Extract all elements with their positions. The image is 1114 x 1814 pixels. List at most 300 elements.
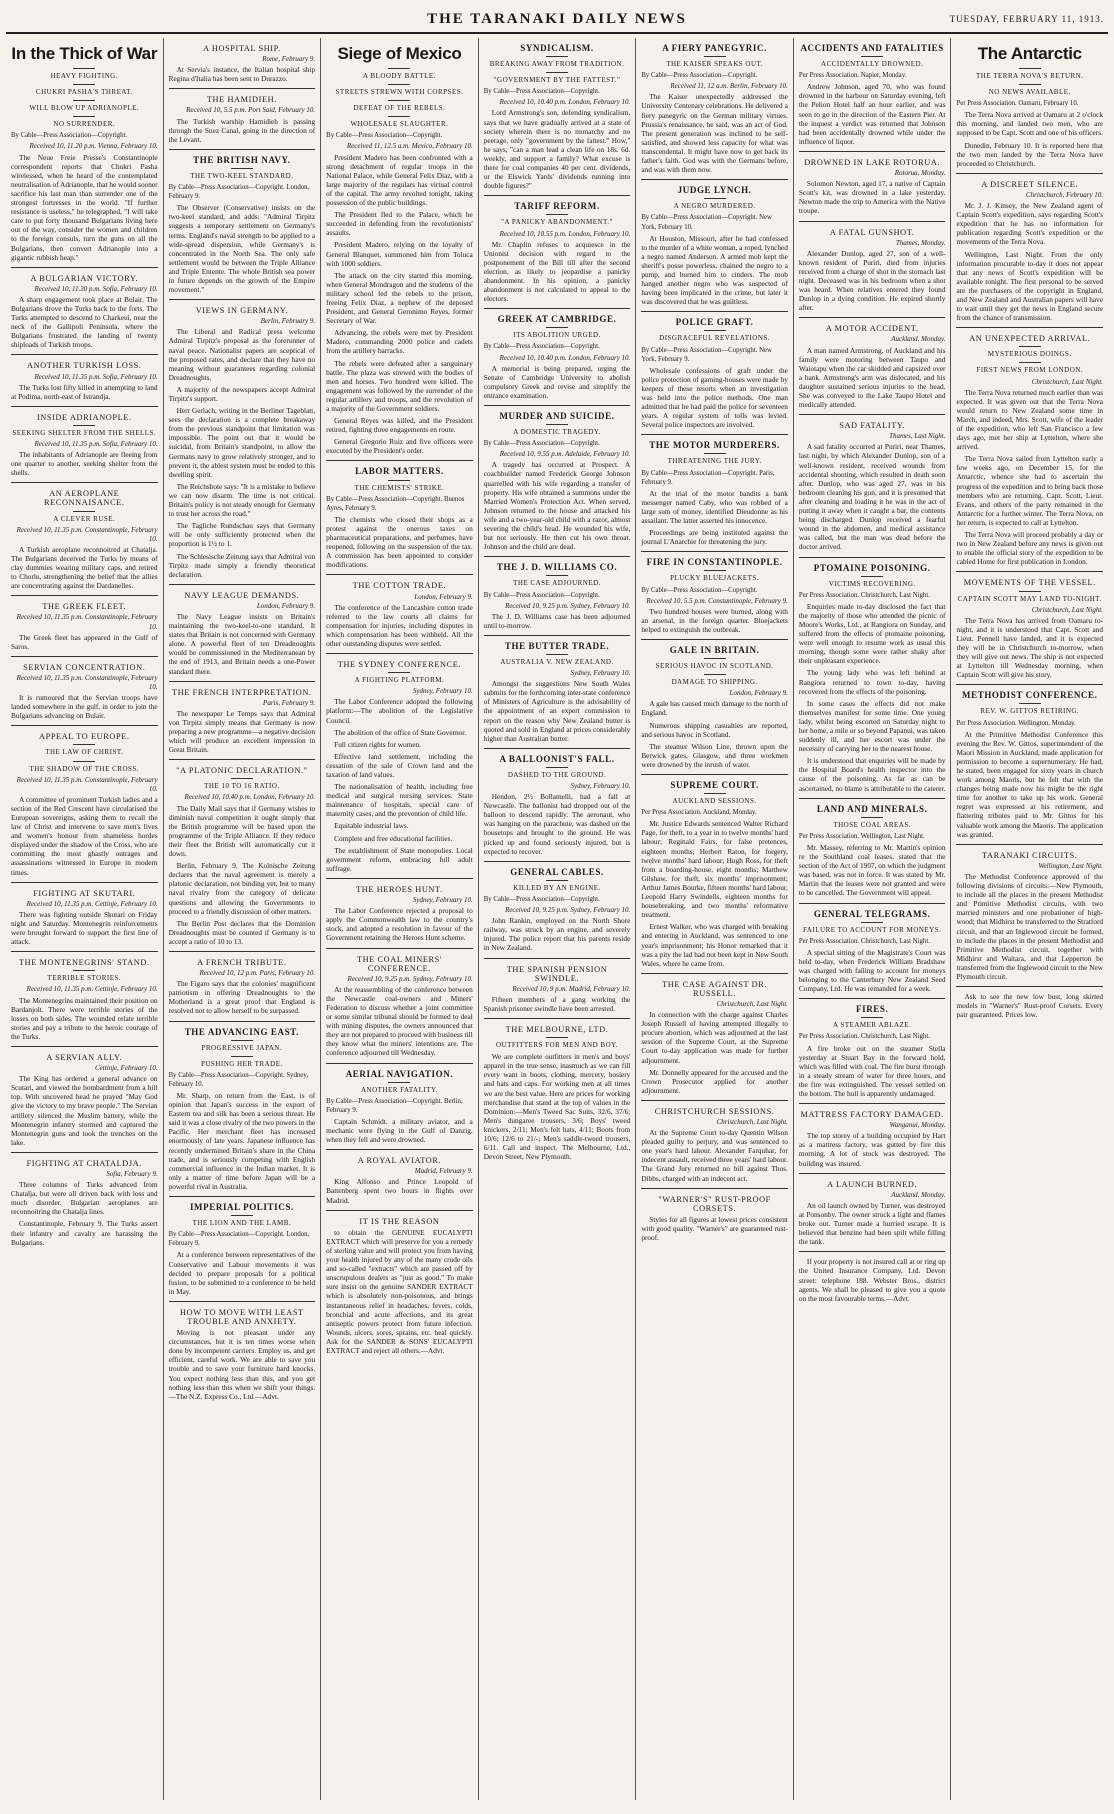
news-article bbox=[11, 882, 158, 947]
news-article bbox=[11, 595, 158, 650]
masthead bbox=[6, 6, 1108, 34]
short-rule bbox=[388, 672, 410, 673]
article-subheading: ACCIDENTALLY DROWNED. bbox=[821, 60, 924, 69]
article-paragraph: It is rumoured that the Servian troops have landed somewhere in the gulf, in order to join the Bulgarians advancing on Bulair. bbox=[11, 693, 158, 721]
article-paragraph: Andrew Johnson, aged 70, who was found drowned in the harbour on Saturday evening, left the Pelion Hotel half an hour earlier, and was seen to go in the direction of the Eastern Pier. At the inquest a verdict was returned that Johnson had been accidentally drowned while under the influence of liquor. bbox=[798, 82, 946, 146]
news-article bbox=[11, 482, 158, 590]
article-paragraph: The Montenegrins maintained their position on Bardanjolt. There were terrible stories of the losses on both sides. The wounded relate terrible stories and pay a tribute to the heroic courage of the Turks. bbox=[11, 995, 158, 1041]
news-article bbox=[641, 434, 788, 546]
article-subheading: THE TWO-KEEL STANDARD. bbox=[190, 171, 294, 180]
article-headline: THE COTTON TRADE. bbox=[352, 581, 447, 591]
article-divider bbox=[326, 460, 473, 461]
article-divider bbox=[484, 195, 631, 196]
news-article bbox=[799, 414, 946, 551]
article-paragraph: Lord Armstrong's son, defending syndicalism, says that we have gradually arrived at a state of society wherein there is no monarchy and no peerage, only "government by the fattest." How," he says, "can a man lead a clean life on 18s. 6d. weekly, and support a family? What excuse is there for coal companies 40 per cent. dividends, or the Elswick Yards' dividends running into double figures?" bbox=[483, 108, 631, 191]
short-rule bbox=[388, 100, 410, 101]
wire-credit: By Cable—Press Association—Copyright. bbox=[483, 343, 600, 351]
article-subheading: SEEKING SHELTER FROM THE SHELLS. bbox=[12, 428, 157, 437]
article-headline: THE FRENCH INTERPRETATION. bbox=[172, 687, 312, 697]
dateline: Received 10, 11.35 p.m. Sofia, February 10. bbox=[34, 440, 158, 448]
article-paragraph: to obtain the GENUINE EUCALYPTI EXTRACT which will preserve for you a remedy of sterling value and will protect you from having your health injured by any of the many crude oils and so-called "extracts" which are passed off by unscrupulous dealers as "just as good." To make sure insist on the genuine SANDER EXTRACT which is absolutely non-poisonous, and brings instantaneous relief in headaches, fevers, colds, bronchial and acute affections, and its great antiseptic powers protect from future infection. Wounds, ulcers, sores, sprains, etc. heal quickly. Ask for the SANDER & SONS' EUCALYPTI EXTRACT and reject all others.—Advt. bbox=[326, 1227, 473, 1355]
short-rule bbox=[1019, 362, 1041, 363]
short-rule bbox=[1019, 346, 1041, 347]
short-rule bbox=[704, 330, 726, 331]
article-paragraph: In connection with the charge against Charles Joseph Russell of having attempted illegally to procure abortion, which was adjourned at the last session of the Supreme Court, at the Supreme Court to-day application was made for further adjournment. bbox=[641, 1010, 788, 1065]
article-subheading: A STEAMER ABLAZE. bbox=[833, 1021, 912, 1030]
news-article bbox=[326, 878, 473, 943]
article-headline: MURDER AND SUICIDE. bbox=[499, 411, 615, 421]
article-paragraph: A sad fatality occurred at Puriri, near Thames, last night, by which Alexander Dunlop, son of a well-known resident, received wounds from accidental shooting, which resulted in death soon after. Dunlop, who was aged 27, was in his bedroom cleaning his gun, and it is presumed that after cleaning and loading it he was in the act of putting it away when it caught a bar, the contents being discharged. Dunlop received a fearful wound in the abdomen, and medical assistance was called, but the man was dead before the doctor arrived. bbox=[798, 442, 946, 552]
article-headline: A BALLOONIST'S FALL. bbox=[499, 753, 615, 764]
short-rule bbox=[704, 570, 726, 571]
short-rule bbox=[73, 761, 95, 762]
short-rule bbox=[546, 72, 568, 73]
article-subheading: ANOTHER FATALITY. bbox=[360, 1085, 438, 1094]
article-subheading: OUTFITTERS FOR MEN AND BOY. bbox=[495, 1041, 619, 1050]
article-paragraph: The Terra Nova returned much earlier than was expected. It was given out that the Terra Nova would return to New Zealand some time in March, and indeed, Mrs. Scott, wife of the leader of the expedition, who left San Francisco a few days ago, met her ship at Lyttelton, where she arrived. bbox=[956, 387, 1104, 452]
article-headline: JUDGE LYNCH. bbox=[677, 185, 752, 196]
news-article bbox=[799, 557, 946, 793]
wire-credit: By Cable—Press Association—Copyright. bbox=[641, 586, 758, 594]
article-subheading: ITS ABOLITION URGED. bbox=[513, 331, 601, 340]
dateline: Received 10, 11.30 p.m. Sofia, February 10. bbox=[34, 284, 158, 293]
article-subheading: PROGRESSIVE JAPAN. bbox=[201, 1043, 283, 1052]
article-headline: TARANAKI CIRCUITS. bbox=[982, 850, 1078, 860]
article-divider bbox=[11, 406, 158, 407]
article-paragraph: Two hundred houses were burned, along with an arsenal, in the foreign quarter. Bluejackets helped to extinguish the outbreak. bbox=[641, 606, 788, 634]
article-divider bbox=[484, 958, 631, 959]
article-divider bbox=[169, 1021, 316, 1022]
wire-credit: By Cable—Press Association—Copyright. bbox=[483, 895, 600, 903]
article-subheading: HEAVY FIGHTING. bbox=[50, 72, 118, 80]
wire-credit: By Cable—Press Association—Copyright. bbox=[641, 72, 758, 80]
article-paragraph: Amongst the suggestions New South Wales submits for the forthcoming inter-state conference of Ministers of Agriculture is the advisability of the appointment of an expert commission to report on the reason why New Zealand butter is quoted and sold in England at prices considerably higher than Australian butter. bbox=[483, 679, 631, 743]
wire-credit: Per Press Association. Wellington, Last Night. bbox=[798, 832, 925, 840]
news-article bbox=[326, 460, 473, 569]
article-paragraph: The Terra Nova has arrived from Oamaru to-night, and it is understood that Capt. Scott and Lieut. Pennell have landed, and it is expected they will be in Christchurch to-morrow, when they will give out news. The ship is not expected at Lyttelton till Wednesday morning, when Captain Scott will give his story. bbox=[956, 615, 1104, 680]
dateline: London, February 9. bbox=[729, 689, 788, 698]
dateline: Received 10, 9 p.m. Madrid, February 10. bbox=[512, 984, 631, 993]
article-divider bbox=[169, 1301, 316, 1302]
article-subheading: FIRST NEWS FROM LONDON. bbox=[976, 366, 1084, 375]
article-paragraph: The conference of the Lancashire cotton trade referred to the law courts all claims for compensation for injuries, including disputes in which compensation has been withheld. All the other outstanding disputes were settled. bbox=[326, 602, 473, 648]
news-column-2 bbox=[163, 38, 321, 1800]
article-paragraph: The Terra Nova will proceed probably a day or two in New Zealand before any news is given out to enable the official story of the expedition to be cabled Home for first publication in London. bbox=[956, 530, 1104, 567]
article-subheading: PUSHING HER TRADE. bbox=[200, 1059, 283, 1068]
article-headline: GREEK AT CAMBRIDGE. bbox=[497, 314, 617, 325]
news-article bbox=[11, 354, 158, 400]
news-article bbox=[169, 88, 316, 143]
article-headline: TARIFF REFORM. bbox=[514, 201, 600, 212]
article-subheading: THOSE COAL AREAS. bbox=[833, 820, 912, 829]
article-subheading: FAILURE TO ACCOUNT FOR MONEYS. bbox=[802, 925, 942, 934]
article-paragraph: The King has ordered a general advance on Scutari, and viewed the bombardment from a hill top. With uncovered head he prayed "May God give the victory to my brave people." The Servian artillery silenced the Muslim battery, while the Montenegrin infantry stormed and captured the Montenegrin guns and took the trenches on the lake. bbox=[11, 1074, 158, 1147]
article-paragraph: At Houston, Missouri, after he had confessed to the murder of a white woman, a roped, lynched a negro named Anderson. A armed mob kept the sheriff's posse powerless, chained the negro to a pump, and burned him to cinders. The mob hanged another negro who was suspected of having been implicated in the crime, but later it was discovered that he was guiltless. bbox=[641, 233, 788, 307]
news-article bbox=[326, 653, 473, 873]
article-subheading: A CLEVER RUSE. bbox=[53, 514, 116, 523]
short-rule bbox=[704, 793, 726, 794]
dateline: Wanganui, Monday. bbox=[889, 1121, 946, 1130]
article-paragraph: Moving is not pleasant under any circumstances, but it is ten times worse when done by incompetent carriers. Employ us, and get efficient, careful work. We are able to save you trouble and to save your furniture hard knocks. You expect nothing less than this, and you get nothing less than this when we shift your things.—The N.Z. Express Co., Ltd.—Advt. bbox=[168, 1328, 316, 1401]
article-divider bbox=[799, 414, 946, 415]
article-paragraph: Numerous shipping casualties are reported, and serious havoc in Scotland. bbox=[641, 720, 788, 739]
short-rule bbox=[231, 1215, 253, 1216]
wire-credit: By Cable—Press Association—Copyright. New York, February 9. bbox=[641, 346, 772, 363]
news-article bbox=[169, 681, 316, 755]
dateline: Received 10, 11.35 p.m. Sofia, February 10. bbox=[34, 372, 158, 381]
dateline: Sofia, February 9. bbox=[106, 1170, 158, 1178]
article-headline: THE GREEK FLEET. bbox=[42, 602, 127, 612]
article-paragraph: King Alfonso and Prince Leopold of Battenberg spent two hours in flights over Madrid. bbox=[326, 1177, 473, 1205]
news-article bbox=[326, 44, 473, 455]
article-paragraph: The newspaper Le Temps says that Admiral von Tirpitz simply means that Germany is now preparing a new programme—a negative decision which will produce an excellent impression in Great Britain. bbox=[168, 708, 316, 755]
article-headline: THE ADVANCING EAST. bbox=[184, 1026, 300, 1037]
article-paragraph: President Madero, relying on the loyalty of General Blanquet, summoned him from Toluca with 1000 soldiers. bbox=[326, 240, 473, 268]
article-divider bbox=[484, 1018, 631, 1019]
news-article bbox=[484, 308, 631, 400]
article-paragraph: Three columns of Turks advanced from Chatalja, but were all driven back with loss and much disorder. Bulgarian aeroplanes are reconnoitring the Chatalja lines. bbox=[11, 1180, 158, 1217]
article-divider bbox=[484, 635, 631, 636]
dateline: Thames, Monday. bbox=[895, 238, 946, 247]
article-headline: PTOMAINE POISONING. bbox=[813, 562, 931, 573]
article-subheading: SERIOUS HAVOC IN SCOTLAND. bbox=[655, 662, 774, 671]
short-rule bbox=[73, 744, 95, 745]
article-headline: HOW TO MOVE WITH LEAST TROUBLE AND ANXIETY. bbox=[180, 1307, 304, 1326]
article-headline: APPEAL TO EUROPE. bbox=[39, 732, 130, 742]
article-divider bbox=[11, 951, 158, 952]
article-divider bbox=[799, 998, 946, 999]
article-divider bbox=[641, 639, 788, 640]
short-rule bbox=[546, 880, 568, 881]
article-divider bbox=[799, 221, 946, 222]
article-divider bbox=[169, 759, 316, 760]
article-subheading: "A PANICKY ABANDONMENT." bbox=[501, 218, 613, 227]
article-subheading: MYSTERIOUS DOINGS. bbox=[987, 350, 1072, 359]
article-headline: A MOTOR ACCIDENT. bbox=[825, 324, 919, 334]
short-rule bbox=[546, 56, 568, 57]
short-rule bbox=[388, 480, 410, 481]
article-divider bbox=[484, 556, 631, 557]
newspaper-title: THE TARANAKI DAILY NEWS bbox=[427, 10, 687, 27]
article-divider bbox=[956, 571, 1103, 572]
dateline: Received 10, 11.35 p.m. Constantinople, February 10. bbox=[16, 775, 158, 793]
news-article bbox=[641, 179, 788, 306]
dateline: Received 10, 11.35 p.m. Cettinje, February 10. bbox=[26, 985, 158, 994]
news-article bbox=[484, 556, 631, 630]
article-paragraph: John Rankin, employed on the North Shore railway, was struck by an engine, and severely injured. The police report that his parents reside in New Zealand. bbox=[483, 916, 631, 953]
article-divider bbox=[169, 681, 316, 682]
article-paragraph: Advancing, the rebels were met by President Madero, commanding 2000 police and cadets from the artillery barracks. bbox=[326, 328, 473, 356]
article-paragraph: The Methodist Conference approved of the following divisions of circuits:—New Plymouth, to include all the places in the present Methodist and Primitive Methodist circuits, with two married ministers and one probationer of high-wood; that Midhirst be transferred to the Stratford circuit, and that an Inglewood circuit be formed, to include the places in the present Methodist and Primitive Methodist circuit, together with Midhirst and Waitara, and that Lepperton be transferred from the Inglewood circuit to the New Plymouth circuit. bbox=[956, 871, 1104, 981]
short-rule bbox=[231, 778, 253, 779]
article-subheading: STREETS STREWN WITH CORPSES. bbox=[335, 88, 464, 97]
news-article bbox=[799, 317, 946, 409]
news-article bbox=[956, 571, 1103, 679]
article-headline: THE HAMIDIEH. bbox=[206, 95, 277, 105]
article-divider bbox=[169, 88, 316, 89]
article-paragraph: Mr. Sharp, on return from the East, is of opinion that Japan's success in the export of Eastern tea and silk has been a serious threat. He said it was a close rivalry of the two powers in the Pacific. Her merchant fleet has increased enormously of late years. Japanese influence has recently undermined Britain's share in the China trade, and is seriously competing with English commercial influence in the Indian market. It is only a matter of time before Japan will be a powerful rival in Australia. bbox=[168, 1091, 316, 1191]
article-divider bbox=[799, 317, 946, 318]
article-paragraph: It is understood that enquiries will be made by the Hospital Board's health inspector into the cause of the poisoning. As far as can be ascertained, no blame is attributable to the caterer. bbox=[798, 756, 946, 793]
news-article bbox=[641, 774, 788, 968]
article-divider bbox=[11, 354, 158, 355]
article-paragraph: The rebels were defeated after a sanguinary battle. The plaza was strewed with the bodies of men and horses. Two hundred were killed. The engagement was followed by the surrender of the regular artillery and troops, and the revolution of a majority of the Government soldiers. bbox=[326, 358, 473, 413]
news-article bbox=[799, 998, 946, 1098]
dateline: Received 10, 11.35 p.m. Cettinje, February 10. bbox=[26, 899, 158, 908]
article-headline: SYNDICALISM. bbox=[520, 43, 594, 53]
article-subheading: THE 10 TO 16 RATIO. bbox=[204, 782, 280, 791]
short-rule bbox=[1019, 68, 1041, 69]
article-paragraph: A man named Armstrong, of Auckland and his family were motoring between Taupo and Waiotapu when the car skidded and capsized over a bank. Armstrong's arm was dislocated, and his daughter sustained serious injuries to the head. She was conveyed to the Lake Taupo Hotel and medically attended. bbox=[798, 345, 946, 410]
wire-credit: By Cable—Press Association—Copyright. London, February 9. bbox=[168, 1231, 310, 1248]
article-divider bbox=[956, 986, 1103, 987]
dateline: London, February 9. bbox=[414, 592, 473, 601]
article-paragraph: In some cases the effects did not make themselves manifest for some time. One young lady, whilst being escorted on Saturday night to her home, a mile or so beyond Papanui, was taken suddenly ill, and her escort was under the necessity of carrying her to the nearest house. bbox=[798, 698, 946, 754]
dateline: Received 11, 12 a.m. Berlin, February 10. bbox=[670, 82, 788, 91]
news-article bbox=[956, 327, 1103, 566]
dateline: Received 10, 5.5 p.m. Port Said, February 10. bbox=[186, 106, 316, 115]
article-paragraph: The establishment of State monopolies. Local government reform, embracing full adult suffrage. bbox=[326, 845, 473, 873]
article-headline: THE SPANISH PENSION SWINDLE. bbox=[506, 964, 608, 983]
article-subheading: AUSTRALIA V. NEW ZEALAND. bbox=[500, 657, 614, 666]
article-subheading: THREATENING THE JURY. bbox=[667, 457, 762, 466]
article-headline: MOVEMENTS OF THE VESSEL. bbox=[963, 578, 1096, 588]
article-divider bbox=[641, 1100, 788, 1101]
news-article bbox=[169, 149, 316, 294]
article-headline: VIEWS IN GERMANY. bbox=[195, 306, 289, 316]
article-divider bbox=[641, 179, 788, 180]
news-article bbox=[641, 1188, 788, 1242]
news-article bbox=[641, 551, 788, 634]
news-article bbox=[956, 173, 1103, 322]
short-rule bbox=[704, 453, 726, 454]
dateline: Received 10, 12 p.m. Paris, February 10. bbox=[199, 969, 316, 978]
wire-credit: By Cable—Press Association—Copyright. London, February 9. bbox=[168, 184, 310, 201]
article-divider bbox=[326, 1149, 473, 1150]
article-paragraph: Alexander Dunlop, aged 27, son of a well-known resident of Puriri, died from injuries received from a charge of shot in the stomach last night. Deceased was in his bedroom when a shot was heard. When relatives entered they found Dunlop in a dying condition. He expired shortly after. bbox=[798, 248, 946, 313]
article-subheading: A NEGRO MURDERED. bbox=[673, 202, 756, 211]
newspaper-page bbox=[6, 6, 1108, 1802]
article-divider bbox=[799, 1251, 946, 1252]
short-rule bbox=[546, 327, 568, 328]
short-rule bbox=[546, 654, 568, 655]
short-rule bbox=[388, 1082, 410, 1083]
article-headline: A BULGARIAN VICTORY. bbox=[30, 273, 139, 283]
article-paragraph: The Neue Freie Presse's Constantinople correspondent reports that Chukri Pasha wirelessed, when he heard of the contemplated neutralisation of Adrianople, that he would sooner sacrifice his last man than surrender one of the strongest fortresses in the world. "If further resistance is useless," he telegraphed, "I will take care to put forty thousand Bulgarians living here out of the way, consider the women and children to the foreign consuls, turn the guns on all the Bulgarians, then convert Adrianople into a gigantic rubbish heap." bbox=[11, 152, 158, 262]
article-divider bbox=[956, 173, 1103, 174]
article-paragraph: Captain Schmidt, a military aviator, and a mechanic were flying in the Gulf of Danzig, when they fell and were drowned. bbox=[326, 1116, 473, 1145]
news-article bbox=[169, 1301, 316, 1401]
news-article bbox=[799, 151, 946, 216]
article-paragraph: Solomon Newton, aged 17, a native of Captain Scott's kit, was drowned in a lake yesterday. Newton made the trip to America with the Native troupe. bbox=[798, 179, 946, 216]
article-paragraph: Enquiries made to-day disclosed the fact that the majority of those who attended the picnic of Moore's Works, Ltd., at Rangiora on Sunday, and suffered from the effects of ptomaine poisoning, were well enough to resume work as usual this morning, though some were rather shaky after their unpleasant experience. bbox=[798, 601, 946, 666]
article-divider bbox=[956, 684, 1103, 685]
article-paragraph: President Madero has been confronted with a strong detachment of regular troops in the National Palace, while General Felix Diaz, with a large majority of the regulars has virtual control of the capital. The army revolted tonight, taking possession of the public buildings. bbox=[326, 152, 473, 208]
article-paragraph: The Reichsbote says: "It is a mistake to believe we can now disarm. The time is not critical. Britain's policy is not steady enough for Germany to trust her across the road." bbox=[168, 481, 316, 519]
dateline: Received 10, 10.55 p.m. London, February 10. bbox=[499, 229, 631, 238]
article-headline: THE CASE AGAINST DR. RUSSELL. bbox=[662, 979, 768, 998]
article-paragraph: The President fled to the Palace, which he succeeded in defending from the revolutionists' assaults. bbox=[326, 210, 473, 238]
article-headline: THE MELBOURNE, LTD. bbox=[505, 1024, 609, 1034]
article-divider bbox=[641, 1188, 788, 1189]
dateline: Christchurch, Last Night. bbox=[1031, 377, 1104, 386]
short-rule bbox=[73, 970, 95, 971]
article-paragraph: Ernest Walker, who was charged with breaking and entering in Auckland, was sentenced to one year's imprisonment; his Honor remarked that it was a pity the lad had not been kept in New South Wales, where he came from. bbox=[641, 922, 788, 968]
dateline: Sydney, February 10. bbox=[570, 669, 631, 678]
article-divider bbox=[11, 267, 158, 268]
article-paragraph: The Tagliche Rundschau says that Germany will be only sufficiently protected when the proportion is 1½ to 1. bbox=[168, 521, 316, 549]
article-paragraph: The Berlin Post declares that the Dominion Dreadnoughts must be counted if Germany is to accept a ratio of 10 to 13. bbox=[168, 918, 316, 946]
dateline: Madrid, February 9. bbox=[414, 1167, 473, 1176]
dateline: Received 10, 9.25 p.m. Sydney, February 10. bbox=[505, 601, 631, 610]
article-paragraph: The top storey of a building occupied by Hart as a mattress factory, was gutted by fire this morning. A lot of stock was destroyed. The building was insured. bbox=[798, 1131, 946, 1168]
article-paragraph: The Daily Mail says that if Germany wishes to diminish naval competition it ought simply that the British programme will be based upon the programme of the Triple Alliance. If they reduce their fleet the British will automatically cut it down. bbox=[168, 803, 316, 859]
article-headline: SERVIAN CONCENTRATION. bbox=[23, 662, 146, 672]
short-rule bbox=[1019, 703, 1041, 704]
article-paragraph: The Schlesische Zeitung says that Admiral von Tirpitz made simply a friendly theoretical declaration. bbox=[168, 551, 316, 579]
article-divider bbox=[326, 948, 473, 949]
article-divider bbox=[169, 299, 316, 300]
issue-date: TUESDAY, FEBRUARY 11, 1913. bbox=[949, 14, 1104, 24]
dateline: Rotorua, Monday. bbox=[894, 169, 946, 178]
article-headline: "A PLATONIC DECLARATION." bbox=[176, 766, 308, 776]
feature-headline: The Antarctic bbox=[977, 44, 1082, 63]
article-paragraph: Herr Gerlach, writing in the Berliner Tageblatt, sees the declaration is a complete breakaway from the previous standpoint that limitation was impossible. The point out that it would be suicidal, from Britain's standpoint, to allow the Germans navy to grow relatively stronger, and to prevent it, the ablest system must be ended to this dwelling spirit. bbox=[168, 406, 316, 479]
article-paragraph: The inhabitants of Adrianople are fleeing from one quarter to another, seeking shelter from the shells. bbox=[11, 450, 158, 478]
dateline: Received 10, 10.40 p.m. London, February 10. bbox=[499, 98, 631, 107]
article-headline: MATTRESS FACTORY DAMAGED. bbox=[800, 1110, 944, 1120]
article-paragraph: Styles for all figures at lowest prices consistent with good quality. "Warner's" are guaranteed rust-proof. bbox=[641, 1214, 788, 1243]
news-article bbox=[956, 684, 1103, 838]
article-paragraph: Fifteen members of a gang working the Spanish prisoner swindle have been arrested. bbox=[483, 994, 631, 1013]
dateline: Received 10, 11.35 p.m. Constantinople, February 10. bbox=[16, 613, 158, 631]
article-paragraph: The Labor Conference rejected a proposal to apply the Commonwealth law to the country's stock, and adopted a resolution in favour of the Government retaining the Heroes Hunt scheme. bbox=[326, 906, 473, 943]
dateline: Thames, Last Night. bbox=[889, 432, 946, 441]
article-paragraph: A memorial is being prepared, urging the Senate of Cambridge University to abolish compulsory Greek and revise and simplify the entrance examination. bbox=[483, 363, 631, 400]
article-headline: AN AEROPLANE RECONNAISANCE. bbox=[44, 489, 125, 508]
article-headline: A LAUNCH BURNED. bbox=[827, 1179, 918, 1189]
dateline: Received 10, 5.5 p.m. Constantinople, February 9. bbox=[646, 596, 788, 605]
article-headline: IMPERIAL POLITICS. bbox=[189, 1202, 294, 1213]
short-rule bbox=[704, 674, 726, 675]
short-rule bbox=[546, 214, 568, 215]
dateline: Received 11, 12.5 a.m. Mexico, February 10. bbox=[346, 142, 473, 151]
news-article bbox=[484, 958, 631, 1013]
article-paragraph: At the Primitive Methodist Conference this evening the Rev. W. Gittos, superintendent of the Maori Mission in Auckland, made application for permission to become a supernumerary. He had, he stated, been engaged for sixty years in church work among Maoris, but he felt that with the changes being made now his might be the right time for another to take up his work. General regret was expressed at his retirement, and flattering tributes paid to Mr. Gittos for his valuable work among the Maoris. The application was granted. bbox=[956, 729, 1104, 839]
article-headline: NAVY LEAGUE DEMANDS. bbox=[184, 590, 300, 600]
dateline: Received 10, 11.20 p.m. Vienna, February 10. bbox=[29, 142, 158, 151]
article-paragraph: Proceedings are being instituted against the journal L'Anarchie for threatening the jury. bbox=[641, 528, 788, 547]
article-headline: AERIAL NAVIGATION. bbox=[345, 1068, 454, 1079]
article-headline: FIGHTING AT CHATALDJA. bbox=[26, 1158, 142, 1168]
article-headline: FIRE IN CONSTANTINOPLE. bbox=[646, 557, 783, 568]
article-headline: LABOR MATTERS. bbox=[355, 466, 444, 477]
news-article bbox=[326, 948, 473, 1058]
short-rule bbox=[704, 658, 726, 659]
article-paragraph: The chemists who closed their shops as a protest against the onerous taxes on pharmaceutical preparations, and perfumes, have reopened, following on the suspension of the tax. A commission has been appointed to consider modifications. bbox=[326, 514, 473, 570]
wire-credit: By Cable—Press Association—Copyright. Sydney, February 10. bbox=[168, 1071, 309, 1088]
article-divider bbox=[169, 584, 316, 585]
article-headline: THE SYDNEY CONFERENCE. bbox=[337, 660, 462, 670]
news-column-6 bbox=[793, 38, 951, 1800]
article-subheading: WILL BLOW UP ADRIANOPLE. bbox=[29, 104, 140, 113]
news-article bbox=[169, 759, 316, 946]
article-paragraph: Full citizen rights for women. bbox=[334, 739, 422, 749]
article-headline: SAD FATALITY. bbox=[839, 421, 906, 431]
dateline: Christchurch, Last Night. bbox=[716, 999, 788, 1008]
short-rule bbox=[388, 116, 410, 117]
article-headline: FIGHTING AT SKUTARI. bbox=[33, 888, 136, 898]
article-subheading: DASHED TO THE GROUND. bbox=[507, 770, 607, 779]
article-paragraph: The young lady who was left behind at Rangiora returned to town to-day, having recovered from the effects of the poisoning. bbox=[798, 668, 946, 696]
article-headline: A ROYAL AVIATOR. bbox=[357, 1156, 442, 1166]
article-headline: POLICE GRAFT. bbox=[675, 317, 754, 328]
article-headline: THE HEROES HUNT. bbox=[356, 884, 443, 894]
short-rule bbox=[231, 1056, 253, 1057]
article-paragraph: Wholesale confessions of graft under the police protection of gaming-houses were made by keepers of these resorts when an investigation was held into the police methods. One man admitted that he had paid the police for seventeen years. A regular system of tolls was levied. Several police inspectors are involved. bbox=[641, 365, 788, 430]
feature-headline: In the Thick of War bbox=[11, 44, 158, 63]
dateline: Paris, February 9. bbox=[263, 698, 316, 707]
short-rule bbox=[388, 84, 410, 85]
article-paragraph: The abolition of the office of State Governor. bbox=[334, 727, 467, 737]
short-rule bbox=[861, 576, 883, 577]
news-article bbox=[11, 725, 158, 876]
article-paragraph: Mr. Donnelly appeared for the accused and the Crown Prosecutor applied for another adjournment. bbox=[641, 1067, 788, 1095]
news-article bbox=[484, 861, 631, 953]
news-article bbox=[799, 903, 946, 994]
short-rule bbox=[861, 56, 883, 57]
article-subheading: KILLED BY AN ENGINE. bbox=[513, 883, 601, 892]
short-rule bbox=[861, 817, 883, 818]
article-divider bbox=[326, 878, 473, 879]
article-subheading: THE KAISER SPEAKS OUT. bbox=[666, 60, 764, 69]
article-subheading: VICTIMS RECOVERING. bbox=[828, 579, 916, 588]
article-headline: THE MONTENEGRINS' STAND. bbox=[18, 958, 150, 968]
article-subheading: CHUKRI PASHA'S THREAT. bbox=[35, 88, 133, 97]
article-subheading: A BLOODY BATTLE. bbox=[363, 72, 436, 80]
article-paragraph: An oil launch owned by Turner, was destroyed at Ponsonby. The owner struck a light and flames broke out. Turner made a hurried escape. It is believed that benzine had been spilt while filling the tank. bbox=[798, 1200, 946, 1247]
article-paragraph: Equitable industrial laws. bbox=[334, 821, 409, 831]
article-paragraph: The Liberal and Radical press welcome Admiral Tirpitz's proposal as the forerunner of naval peace. Nationalist papers are sceptical of the proposed rates, and declare that they have no meaning without guarantees regarding colonial Dreadnoughts. bbox=[168, 327, 316, 382]
article-paragraph: The Turkish warship Hamidieh is passing through the Suez Canal, going in the direction of the Levant. bbox=[168, 116, 316, 144]
article-divider bbox=[11, 595, 158, 596]
short-rule bbox=[388, 68, 410, 69]
article-divider bbox=[169, 149, 316, 150]
news-article bbox=[326, 574, 473, 648]
article-divider bbox=[326, 1210, 473, 1211]
article-divider bbox=[484, 308, 631, 309]
article-headline: ACCIDENTS AND FATALITIES bbox=[800, 43, 944, 53]
short-rule bbox=[73, 511, 95, 512]
article-paragraph: The attack on the city started this morning, when General Mondragon and the students of the military school led the rebels to the prison, freeing Felix Diaz, a nephew of the deposed President, and General Geronimo Reyes, former Secretary of War. bbox=[326, 270, 473, 326]
article-headline: IT IS THE REASON bbox=[359, 1216, 440, 1226]
article-divider bbox=[484, 861, 631, 862]
article-paragraph: The steamer Wilson Line, thrown upon the Berwick gates, Glasgow, and three workmen were drowned by the inrush of water. bbox=[641, 741, 788, 769]
dateline: Received 10, 11.35 p.m. Constantinople, February 10. bbox=[16, 525, 158, 543]
article-headline: CHRISTCHURCH SESSIONS. bbox=[654, 1106, 775, 1116]
article-paragraph: Wellington, Last Night. From the only information procurable to-day it does not appear that any news of Scott's expedition will be available tonight. The first personal to be served are the purchasers of the copyright in England, and New Zealand and Australian papers will have to wait until they get the news in England secure from the chance of transmission. bbox=[956, 249, 1104, 323]
article-paragraph: A majority of the newspapers accept Admiral Tirpitz's support. bbox=[168, 384, 316, 403]
article-paragraph: If your property is not insured call at or ring up the United Insurance Company, Ltd. Devon street: telephone 188. Webster Bros., district agents. We shall be pleased to give you a quote on the most favourable terms.—Advt. bbox=[798, 1257, 946, 1303]
news-columns bbox=[6, 38, 1108, 1800]
article-paragraph: A special sitting of the Magistrate's Court was held to-day, when Frederick William Bradshaw was charged with failing to account for moneys belonging to the Canterbury New Zealand Seed Company, Ltd. He was remanded for a week. bbox=[798, 947, 946, 994]
news-article bbox=[484, 44, 631, 190]
news-article bbox=[11, 1046, 158, 1147]
article-headline: INSIDE ADRIANOPLE. bbox=[36, 412, 132, 422]
short-rule bbox=[546, 575, 568, 576]
article-headline: ANOTHER TURKISH LOSS. bbox=[27, 361, 142, 371]
article-divider bbox=[799, 1103, 946, 1104]
